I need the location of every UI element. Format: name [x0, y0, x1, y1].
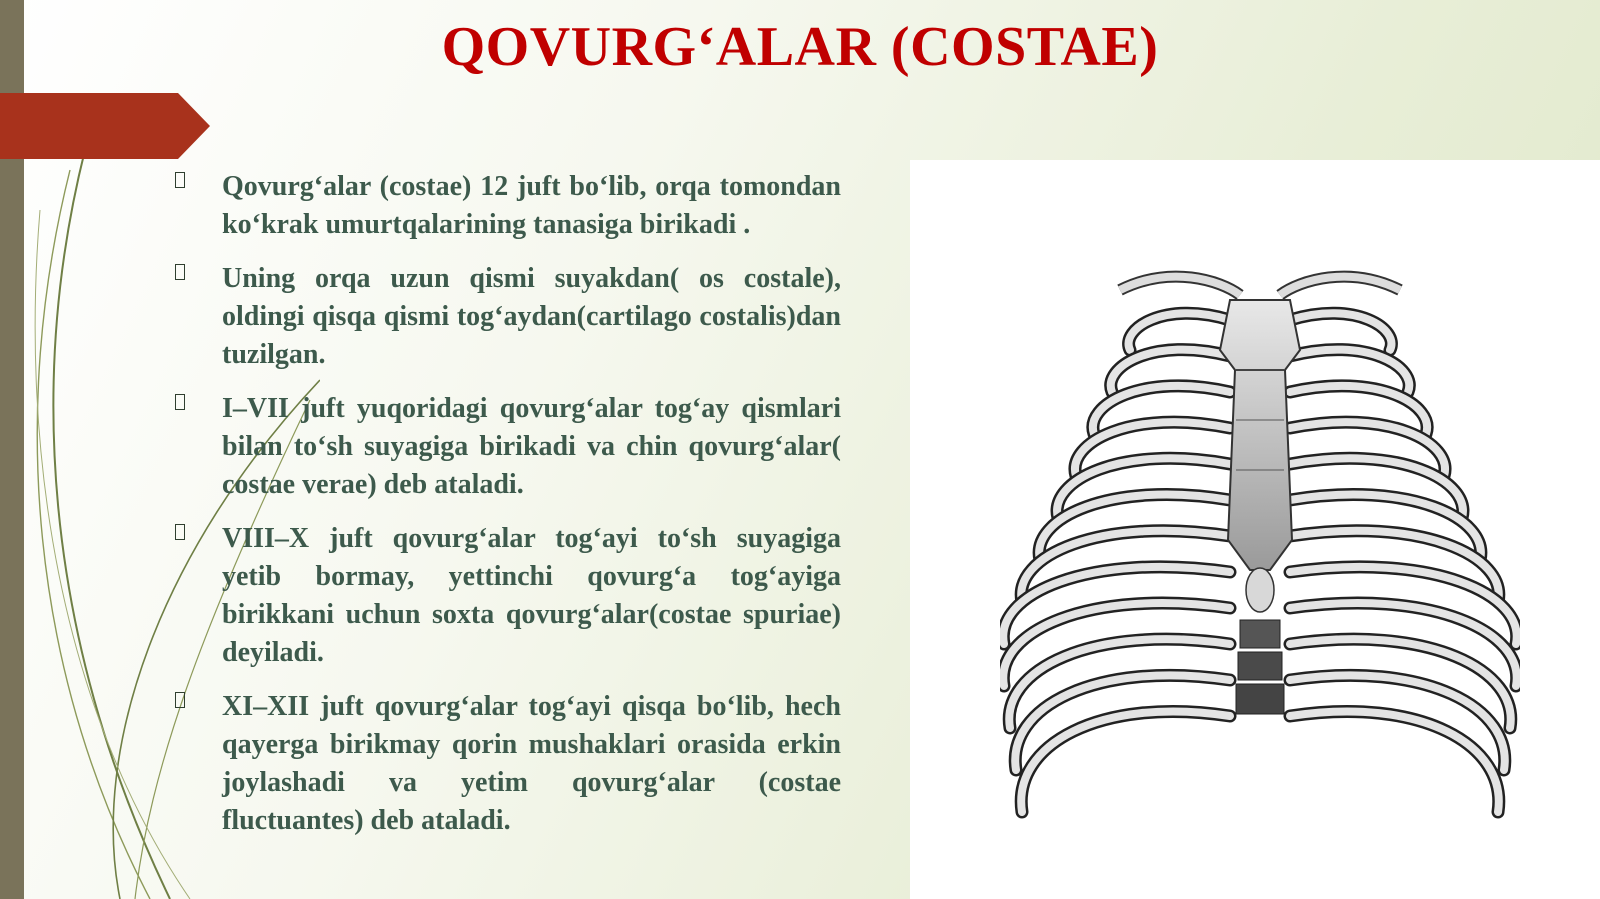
bullet-list	[175, 168, 841, 856]
accent-arrow-shape	[0, 93, 210, 159]
bullet-text: XI–XII juft qovurg‘alar tog‘ayi qisqa bo‘lib, hech qayerga birikmay qorin mushaklari orasida erkin joylashadi va yetim qovurg‘alar (costae fluctuantes) deb ataladi.	[222, 691, 841, 836]
bullet-text: VIII–X juft qovurg‘alar tog‘ayi to‘sh suyagiga yetib bormay, yettinchi qovurg‘a tog‘ayiga birikkani uchun soxta qovurg‘alar(costae spuriae) deyiladi.	[222, 523, 841, 668]
bullet-item	[175, 688, 841, 840]
bullet-marker-icon	[175, 524, 185, 540]
bullet-item	[175, 520, 841, 672]
bullet-marker-icon	[175, 264, 185, 280]
bullet-marker-icon	[175, 172, 185, 188]
bullet-text: Qovurg‘alar (costae) 12 juft bo‘lib, orqa tomondan ko‘krak umurtqalarining tanasiga birikadi .	[222, 171, 841, 240]
bullet-text: I–VII juft yuqoridagi qovurg‘alar tog‘ay qismlari bilan to‘sh suyagiga birikadi va chin qovurg‘alar( costae verae) deb ataladi.	[222, 393, 841, 500]
bullet-marker-icon	[175, 692, 185, 708]
bullet-item	[175, 168, 841, 244]
bullet-text: Uning orqa uzun qismi suyakdan( os costale), oldingi qisqa qismi tog‘aydan(cartilago costalis)dan tuzilgan.	[222, 263, 841, 370]
bullet-item	[175, 390, 841, 504]
bullet-item	[175, 260, 841, 374]
bullet-marker-icon	[175, 394, 185, 410]
ribcage-illustration	[1000, 260, 1520, 820]
slide-title: QOVURG‘ALAR (COSTAE)	[441, 16, 1159, 78]
